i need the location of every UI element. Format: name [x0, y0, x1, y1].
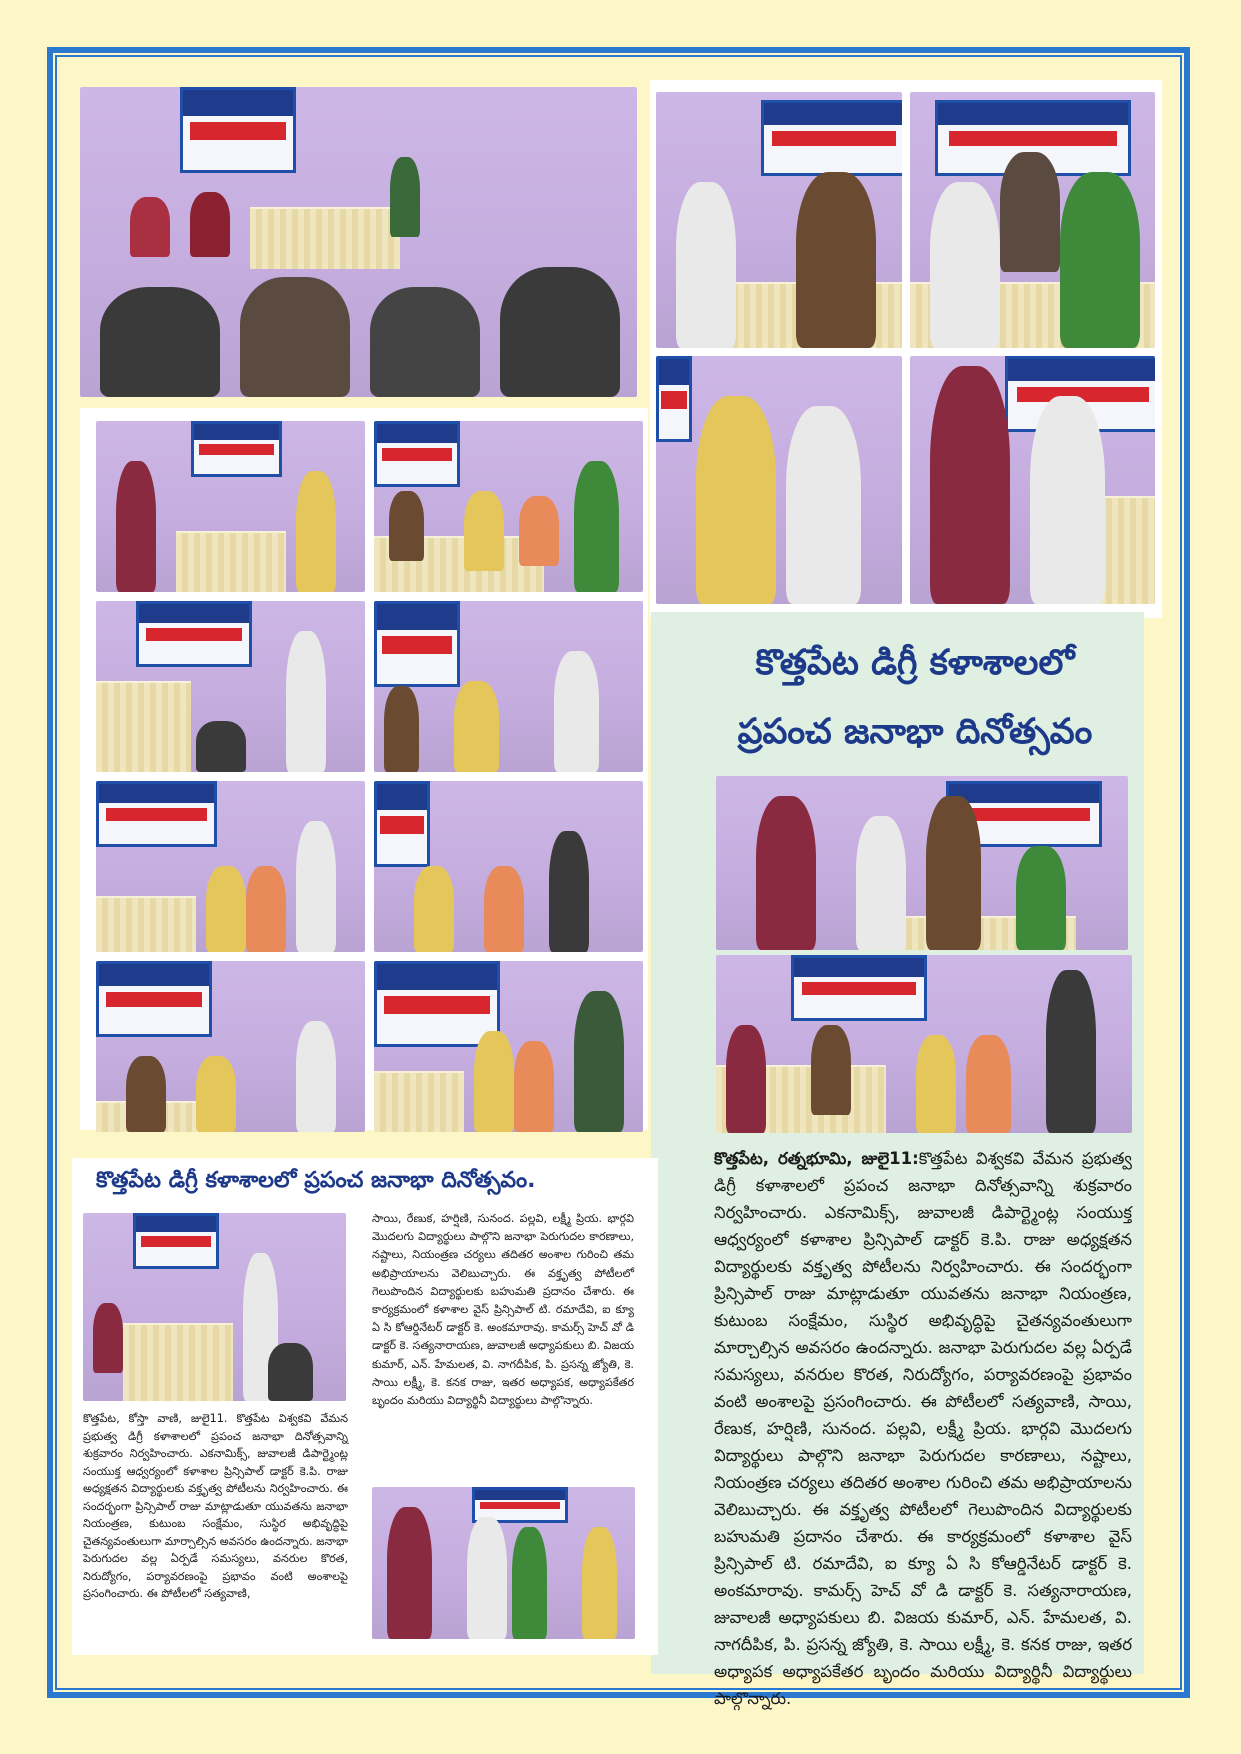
clipping-left-photo-speech	[83, 1213, 346, 1401]
speech-photo-8	[374, 961, 643, 1132]
headline-line-1: కొత్తపేట డిగ్రీ కళాశాలలో	[755, 643, 1075, 683]
clipping-photo-speech	[716, 955, 1132, 1133]
event-photo-audience	[80, 87, 637, 397]
speech-photo-3	[96, 601, 365, 772]
article-right-body: కొత్తపేట విశ్వకవి వేమన ప్రభుత్వ డిగ్రీ కళాశాలలో ప్రపంచ జనాభా దినోత్సవాన్ని శుక్రవారం నిర్వహించారు. ఎకనామిక్స్, జువాలజీ డిపార్ట్మెంట్ల సంయుక్త ఆధ్వర్యంలో కళాశాల ప్రిన్సిపాల్ డాక్టర్ కె.పి. రాజు అధ్యక్షతన విద్యార్థులకు వక్తృత్వ పోటీలను నిర్వహించారు. ఈ సందర్భంగా ప్రిన్సిపాల్ రాజు మాట్లాడుతూ యువతను జనాభా నియంత్రణ, కుటుంబ సంక్షేమం, సుస్థిర అభివృద్ధిపై చైతన్యవంతులుగా మార్చాల్సిన అవసరం ఉందన్నారు. జనాభా పెరుగుదల వల్ల ఏర్పడే సమస్యలు, వనరుల కొరత, నిరుద్యోగం, పర్యావరణంపై ప్రభావం వంటి అంశాలపై ప్రసంగించారు. ఈ పోటీలలో సత్యవాణి, సాయి, రేణుక, హర్షిణి, సునంద. పల్లవి, లక్ష్మీ ప్రియ. భార్గవి మొదలగు విద్యార్థులు పాల్గొని జనాభా పెరుగుదల కారణాలు, నష్టాలు, నియంత్రణ చర్యలు తదితర అంశాల గురించి తమ అభిప్రాయాలను వెలిబుచ్చారు. ఈ వక్తృత్వ పోటీలలో గెలుపొందిన విద్యార్థులకు బహుమతి ప్రదానం చేశారు. ఈ కార్యక్రమంలో కళాశాల వైస్ ప్రిన్సిపాల్ టి. రమాదేవి, ఐ క్యూ ఏ సి కోఆర్డినేటర్ డాక్టర్ కె. అంకమారావు. కామర్స్ హెచ్ వో డి డాక్టర్ కె. సత్యనారాయణ, జువాలజీ అధ్యాపకులు బి. విజయ కుమార్, ఎన్. హేమలత, వి. నాగదీపిక, పి. ప్రసన్న జ్యోతి, కె. సాయి లక్ష్మీ, కె. కనక రాజు, ఇతర అధ్యాపక అధ్యాపకేతర బృందం మరియు విద్యార్థినీ విద్యార్థులు పాల్గొన్నారు.	[714, 1149, 1132, 1708]
speech-photo-2	[374, 421, 643, 592]
article-right-dateline: కొత్తపేట, రత్నభూమి, జులై11:	[714, 1149, 919, 1168]
event-photo-prize-4	[910, 356, 1155, 604]
article-left-column-1: కొత్తపేట, కోస్తా వాణి, జులై11. కొత్తపేట విశ్వకవి వేమన ప్రభుత్వ డిగ్రీ కళాశాలలో ప్రపంచ జనాభా దినోత్సవాన్ని శుక్రవారం నిర్వహించారు. ఎకనామిక్స్, జువాలజీ డిపార్ట్మెంట్ల సంయుక్త ఆధ్వర్యంలో కళాశాల ప్రిన్సిపాల్ డాక్టర్ కె.పి. రాజు అధ్యక్షతన విద్యార్థులకు వక్తృత్వ పోటీలను నిర్వహించారు. ఈ సందర్భంగా ప్రిన్సిపాల్ రాజు మాట్లాడుతూ యువతను జనాభా నియంత్రణ, కుటుంబ సంక్షేమం, సుస్థిర అభివృద్ధిపై చైతన్యవంతులుగా మార్చాల్సిన అవసరం ఉందన్నారు. జనాభా పెరుగుదల వల్ల ఏర్పడే సమస్యలు, వనరుల కొరత, నిరుద్యోగం, పర్యావరణంపై ప్రభావం వంటి అంశాలపై ప్రసంగించారు. ఈ పోటీలలో సత్యవాణి,	[83, 1412, 349, 1600]
speech-photo-7	[96, 961, 365, 1132]
speech-photo-5	[96, 781, 365, 952]
event-photo-prize-3	[656, 356, 902, 604]
article-left-column-2: సాయి, రేణుక, హర్షిణి, సునంద. పల్లవి, లక్ష్మీ ప్రియ. భార్గవి మొదలగు విద్యార్థులు పాల్గొని జనాభా పెరుగుదల కారణాలు, నష్టాలు, నియంత్రణ చర్యలు తదితర అంశాల గురించి తమ అభిప్రాయాలను వెలిబుచ్చారు. ఈ వక్తృత్వ పోటీలలో గెలుపొందిన విద్యార్థులకు బహుమతి ప్రదానం చేశారు. ఈ కార్యక్రమంలో కళాశాల వైస్ ప్రిన్సిపాల్ టి. రమాదేవి, ఐ క్యూ ఏ సి కోఆర్డినేటర్ డాక్టర్ కె. అంకమారావు. కామర్స్ హెచ్ వో డి డాక్టర్ కె. సత్యనారాయణ, జువాలజీ అధ్యాపకులు బి. విజయ కుమార్, ఎన్. హేమలత, వి. నాగదీపిక, పి. ప్రసన్న జ్యోతి, కె. సాయి లక్ష్మీ, కె. కనక రాజు, ఇతర అధ్యాపక, అధ్యాపకేతర బృందం మరియు విద్యార్థినీ విద్యార్థులు పాల్గొన్నారు.	[372, 1212, 634, 1408]
headline-line-2: ప్రపంచ జనాభా దినోత్సవం	[737, 712, 1093, 752]
clipping-photo-prize	[716, 776, 1128, 950]
headline-small: కొత్తపేట డిగ్రీ కళాశాలలో ప్రపంచ జనాభా దినోత్సవం.	[96, 1168, 536, 1193]
speech-photo-4	[374, 601, 643, 772]
event-photo-prize-2	[910, 92, 1155, 348]
speech-photo-1	[96, 421, 365, 592]
speech-photo-6	[374, 781, 643, 952]
clipping-left-photo-prize	[372, 1487, 635, 1639]
article-right-text	[714, 1145, 1132, 1712]
event-photo-prize-1	[656, 92, 902, 348]
